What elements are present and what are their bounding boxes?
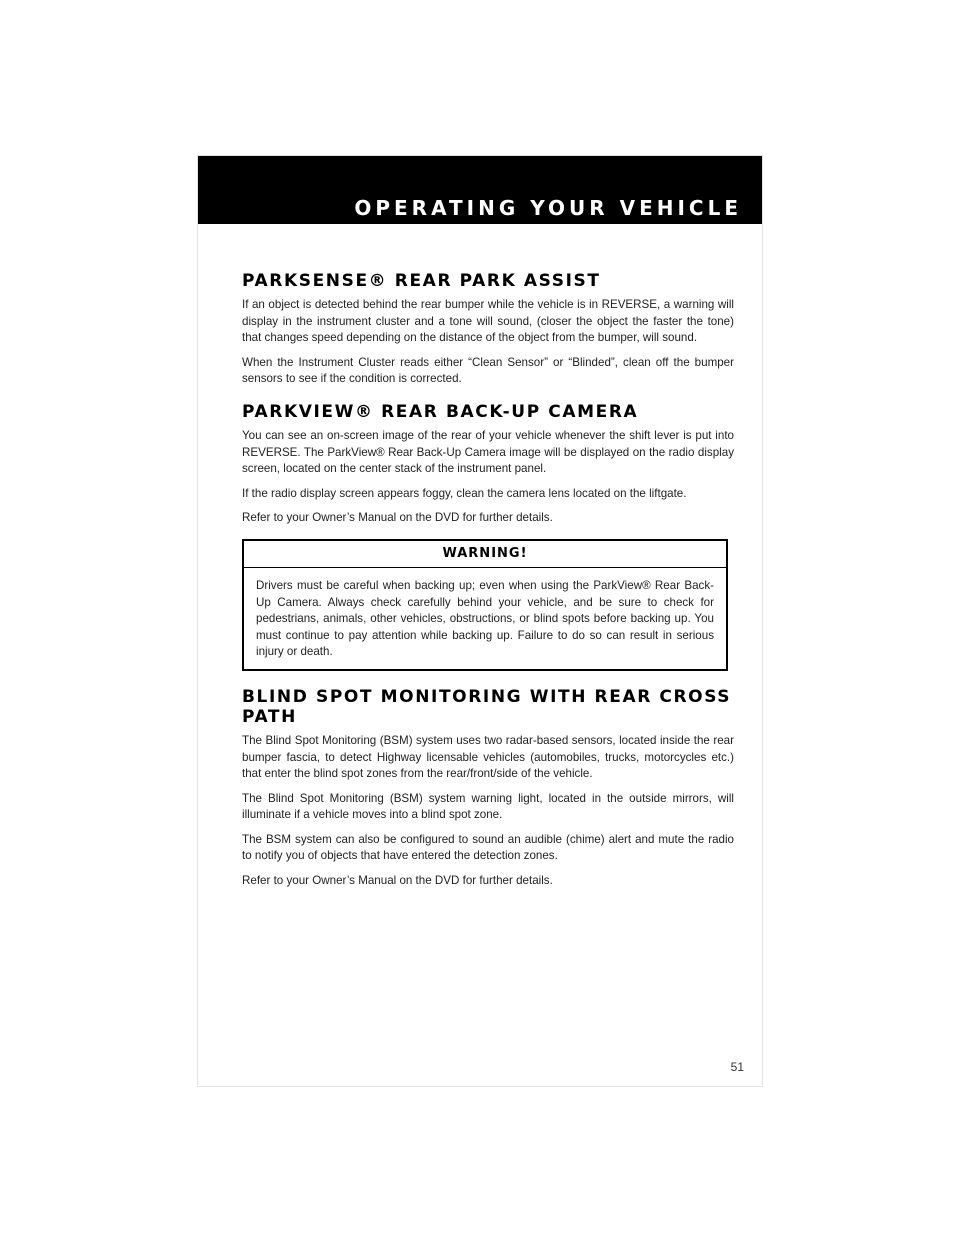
- manual-page: [198, 156, 762, 1086]
- header-bar: [198, 156, 762, 224]
- warning-text: Drivers must be careful when backing up; even when using the ParkView® Rear Back-Up Camera. Always check carefully behind your vehicle, and be sure to check for pedestrians, animals, other vehicles, obstructions, or blind spots before backing up. You must continue to pay attention while backing up. Failure to do so can result in serious injury or death.: [256, 578, 714, 659]
- section-heading: PARKSENSE® REAR PARK ASSIST: [242, 271, 601, 291]
- section-heading: PARKVIEW® REAR BACK-UP CAMERA: [242, 401, 639, 422]
- paragraph: The Blind Spot Monitoring (BSM) system warning light, located in the outside mirrors, will illuminate if a vehicle moves into a blind spot zone.: [242, 791, 734, 822]
- section-parkview: [242, 402, 734, 671]
- warning-box: [242, 539, 728, 671]
- section-parksense: [242, 271, 734, 388]
- page-content: [242, 271, 734, 904]
- paragraph: Refer to your Owner’s Manual on the DVD for further details.: [242, 511, 553, 525]
- header-title: OPERATING YOUR VEHICLE: [354, 196, 742, 220]
- paragraph: The BSM system can also be configured to sound an audible (chime) alert and mute the radio to notify you of objects that have entered the detection zones.: [242, 832, 734, 863]
- paragraph: If the radio display screen appears foggy, clean the camera lens located on the liftgate.: [242, 486, 687, 500]
- paragraph: Refer to your Owner’s Manual on the DVD for further details.: [242, 874, 553, 888]
- paragraph: You can see an on-screen image of the rear of your vehicle whenever the shift lever is put into REVERSE. The ParkView® Rear Back-Up Camera image will be displayed on the radio display screen, located on the center stack of the instrument panel.: [242, 428, 734, 476]
- paragraph: The Blind Spot Monitoring (BSM) system uses two radar-based sensors, located inside the rear bumper fascia, to detect Highway licensable vehicles (automobiles, trucks, motorcycles etc.) that enter the blind spot zones from the rear/front/side of the vehicle.: [242, 733, 734, 781]
- warning-title: WARNING!: [244, 541, 726, 568]
- section-blind-spot: [242, 687, 734, 890]
- page-number: 51: [730, 1060, 744, 1074]
- paragraph: When the Instrument Cluster reads either “Clean Sensor” or “Blinded”, clean off the bumper sensors to see if the condition is corrected.: [242, 355, 734, 386]
- section-heading: BLIND SPOT MONITORING WITH REAR CROSS PATH: [242, 686, 732, 727]
- paragraph: If an object is detected behind the rear bumper while the vehicle is in REVERSE, a warning will display in the instrument cluster and a tone will sound, (closer the object the faster the tone) that changes speed depending on the distance of the object from the bumper, will sound.: [242, 298, 734, 345]
